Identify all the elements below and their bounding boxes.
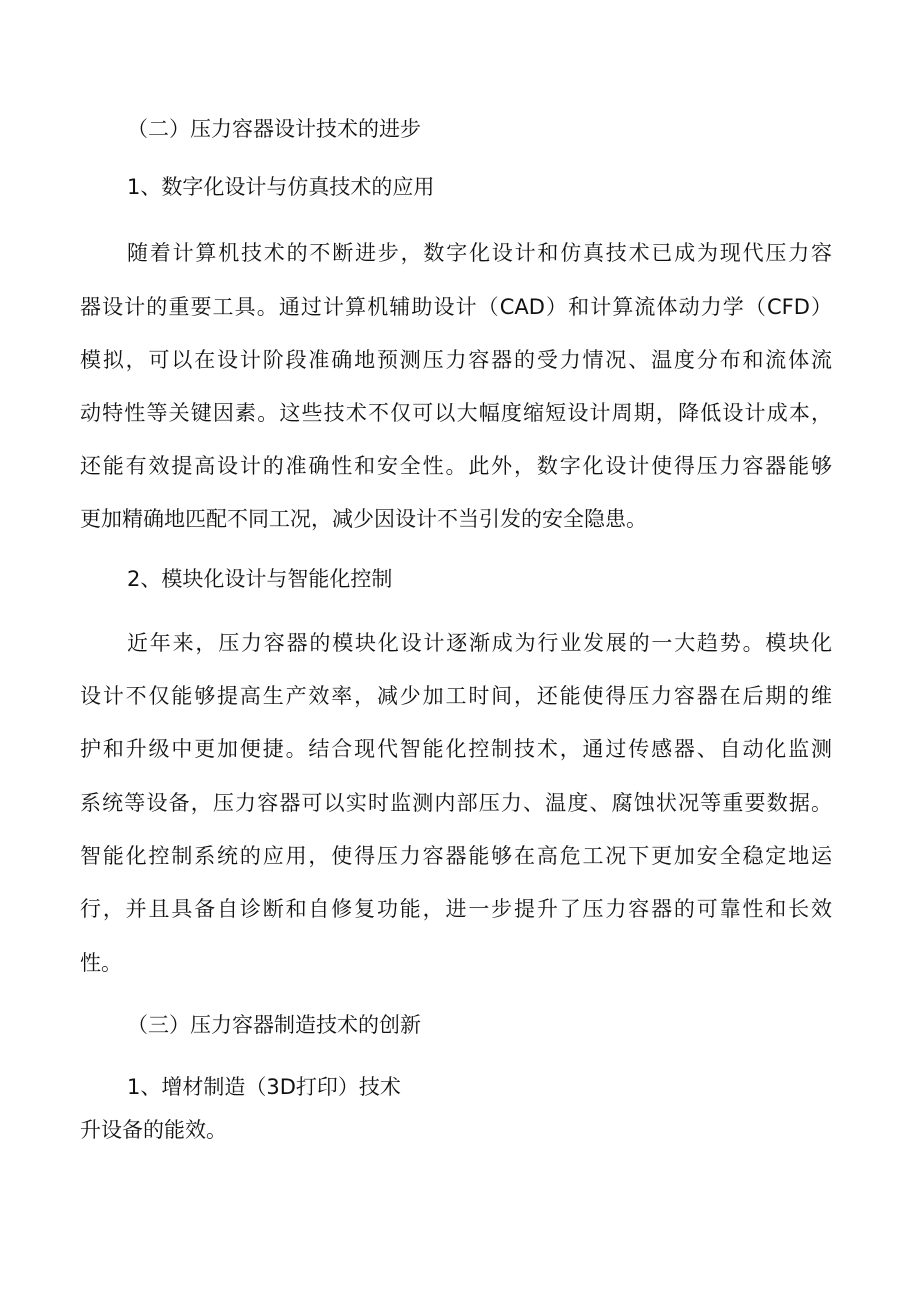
subsection-heading-3-1: 1、增材制造（3D打印）技术 <box>127 1075 401 1099</box>
paragraph-line: 模拟，可以在设计阶段准确地预测压力容器的受力情况、温度分布和流体流 <box>80 348 832 372</box>
paragraph-line: 设计不仅能够提高生产效率，减少加工时间，还能使得压力容器在后期的维 <box>80 684 832 708</box>
paragraph-line: 更加精确地匹配不同工况，减少因设计不当引发的安全隐患。 <box>80 507 647 531</box>
paragraph-line: 近年来，压力容器的模块化设计逐渐成为行业发展的一大趋势。模块化 <box>127 631 832 655</box>
section-heading-2: （二）压力容器设计技术的进步 <box>127 117 421 141</box>
paragraph-line: 随着计算机技术的不断进步，数字化设计和仿真技术已成为现代压力容 <box>127 241 832 265</box>
paragraph-line: 性。 <box>80 951 122 975</box>
section-heading-3: （三）压力容器制造技术的创新 <box>127 1013 421 1037</box>
paragraph-line: 还能有效提高设计的准确性和安全性。此外，数字化设计使得压力容器能够 <box>80 454 832 478</box>
subsection-heading-2-1: 1、数字化设计与仿真技术的应用 <box>127 175 435 199</box>
paragraph-line: 器设计的重要工具。通过计算机辅助设计（CAD）和计算流体动力学（CFD） <box>80 295 832 319</box>
paragraph-line: 护和升级中更加便捷。结合现代智能化控制技术，通过传感器、自动化监测 <box>80 737 832 761</box>
paragraph-line: 行，并且具备自诊断和自修复功能，进一步提升了压力容器的可靠性和长效 <box>80 897 832 921</box>
paragraph-line: 智能化控制系统的应用，使得压力容器能够在高危工况下更加安全稳定地运 <box>80 844 832 868</box>
paragraph-line: 系统等设备，压力容器可以实时监测内部压力、温度、腐蚀状况等重要数据。 <box>80 791 832 815</box>
paragraph-line: 动特性等关键因素。这些技术不仅可以大幅度缩短设计周期，降低设计成本， <box>80 401 832 425</box>
subsection-heading-2-2: 2、模块化设计与智能化控制 <box>127 567 393 591</box>
paragraph-fragment: 升设备的能效。 <box>80 1118 227 1142</box>
